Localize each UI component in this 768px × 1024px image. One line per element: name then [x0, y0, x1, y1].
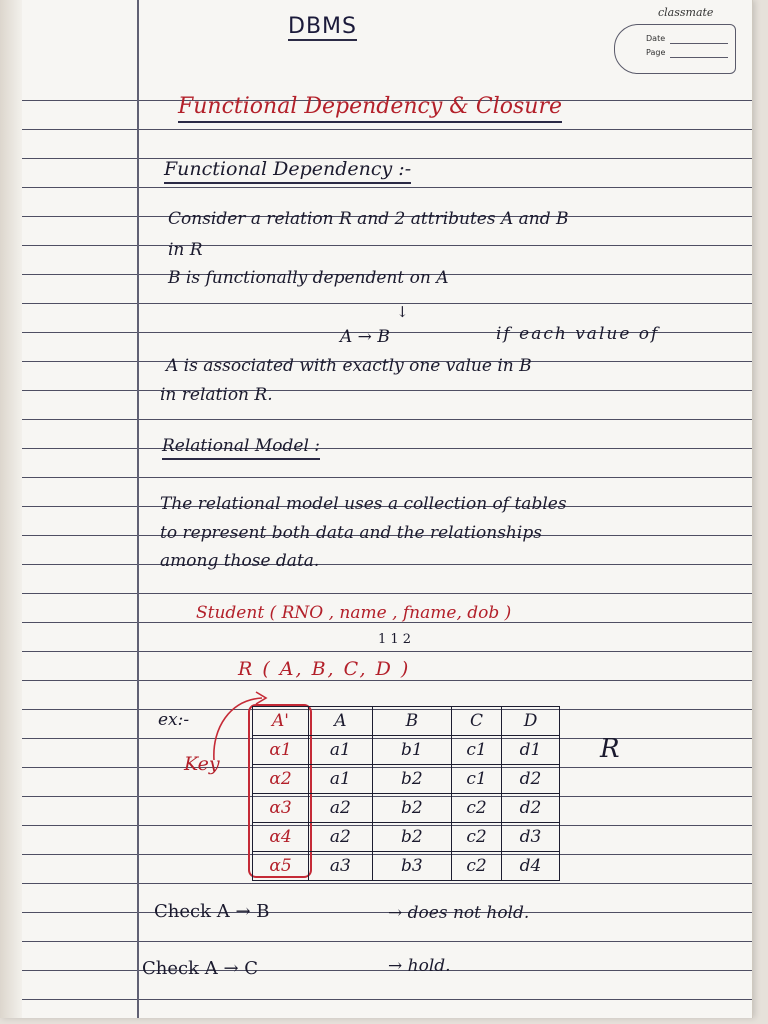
- table-header-cell: D: [502, 707, 560, 736]
- table-cell: α1: [253, 736, 309, 765]
- relation-table: [252, 706, 560, 881]
- table-cell: d2: [502, 765, 560, 794]
- table-cell: α3: [253, 794, 309, 823]
- table-cell: b2: [372, 765, 451, 794]
- student-schema: Student ( RNO , name , fname, dob ): [196, 603, 512, 623]
- table-header-row: [253, 707, 560, 736]
- fd-line-1: Consider a relation R and 2 attributes A and B: [168, 209, 569, 229]
- table-cell: c1: [451, 765, 501, 794]
- key-label: Key: [184, 753, 220, 775]
- table-cell: b1: [372, 736, 451, 765]
- rm-line-2: to represent both data and the relationships: [160, 523, 542, 543]
- rm-line-1: The relational model uses a collection of tables: [160, 494, 567, 514]
- schema-numbers: 1 1 2: [378, 632, 412, 647]
- table-cell: α5: [253, 852, 309, 881]
- page-label: Page: [646, 48, 666, 57]
- relation-schema: R ( A, B, C, D ): [238, 658, 411, 680]
- table-cell: d1: [502, 736, 560, 765]
- date-label: Date: [646, 34, 666, 43]
- table-cell: b3: [372, 852, 451, 881]
- table-header-cell: A: [308, 707, 372, 736]
- rm-heading: Relational Model :: [162, 436, 320, 460]
- check-2-result: → hold.: [388, 956, 451, 976]
- table-row: [253, 823, 560, 852]
- fd-line-6: in relation R.: [160, 385, 273, 405]
- table-cell: a3: [308, 852, 372, 881]
- fd-line-3: B is functionally dependent on A: [168, 268, 449, 288]
- table-cell: c2: [451, 823, 501, 852]
- page-line: [670, 57, 728, 58]
- margin-line: [137, 0, 139, 1018]
- check-1-label: Check A → B: [154, 901, 270, 922]
- table-cell: c2: [451, 794, 501, 823]
- table-row: [253, 765, 560, 794]
- table-cell: d3: [502, 823, 560, 852]
- table-cell: a1: [308, 765, 372, 794]
- fd-heading: Functional Dependency :-: [164, 158, 411, 184]
- table-header-cell: C: [451, 707, 501, 736]
- table-cell: c1: [451, 736, 501, 765]
- table-cell: c2: [451, 852, 501, 881]
- arrow-down: ↓: [396, 303, 409, 321]
- date-page-frame: [614, 24, 736, 74]
- fd-line-5: A is associated with exactly one value in B: [166, 356, 532, 376]
- example-label: ex:-: [158, 710, 190, 730]
- table-cell: α2: [253, 765, 309, 794]
- table-cell: b2: [372, 794, 451, 823]
- fd-line-2: in R: [168, 240, 203, 260]
- table-cell: α4: [253, 823, 309, 852]
- check-1-result: → does not hold.: [388, 903, 530, 923]
- rm-line-3: among those data.: [160, 551, 320, 571]
- table-header-cell: A': [253, 707, 309, 736]
- page-binding-edge: [0, 0, 22, 1018]
- relation-r-label: R: [600, 734, 620, 764]
- check-2-label: Check A → C: [142, 958, 259, 979]
- table-row: [253, 736, 560, 765]
- table-header-cell: B: [372, 707, 451, 736]
- fd-line-4: if each value of: [496, 324, 660, 344]
- table-cell: a1: [308, 736, 372, 765]
- fd-notation: A → B: [340, 327, 390, 347]
- classmate-date-box: [612, 6, 740, 78]
- table-cell: a2: [308, 794, 372, 823]
- date-line: [670, 43, 728, 44]
- page-title: Functional Dependency & Closure: [178, 94, 562, 123]
- table-cell: d2: [502, 794, 560, 823]
- table-cell: d4: [502, 852, 560, 881]
- table-cell: b2: [372, 823, 451, 852]
- subject-heading: DBMS: [288, 14, 357, 39]
- table-cell: a2: [308, 823, 372, 852]
- brand-logo: classmate: [658, 6, 714, 19]
- table-row: [253, 852, 560, 881]
- table-row: [253, 794, 560, 823]
